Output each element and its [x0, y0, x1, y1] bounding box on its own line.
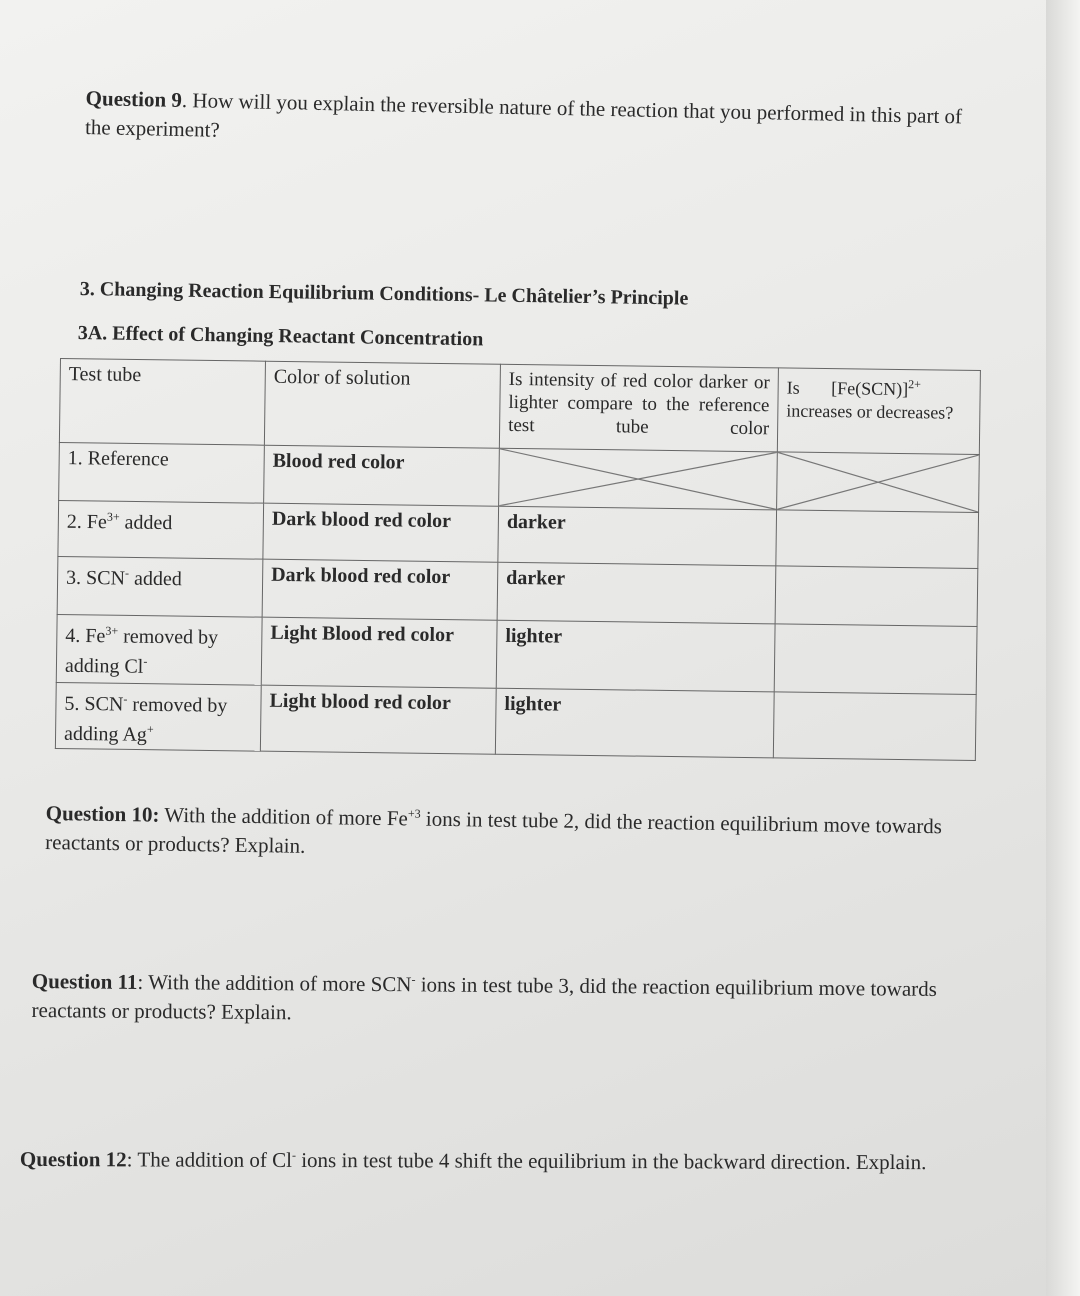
header-conc-species: [Fe(SCN)] [831, 378, 909, 400]
question-9 [85, 84, 976, 161]
cross-mark [777, 452, 979, 512]
row4-color: Light Blood red color [261, 617, 497, 688]
row1-intensity-crossed [499, 448, 778, 510]
subsection-heading: 3A. Effect of Changing Reactant Concentration [77, 322, 484, 351]
header-test-tube: Test tube [59, 359, 265, 446]
row2-intensity: darker [498, 506, 777, 566]
row1-tube: 1. Reference [59, 442, 265, 503]
header-intensity: Is intensity of red color darker or lighter compare to the reference test tube color [499, 364, 778, 452]
data-table [55, 358, 981, 761]
row2-color: Dark blood red color [263, 503, 499, 562]
question-10: Question 10: With the addition of more $Fe^{+3}$ ions in test tube 2, did the reaction equilibrium move towards reactants or products? Explain. [45, 800, 943, 858]
data-table-wrapper [55, 358, 980, 761]
header-conc-charge: 2+ [908, 377, 922, 392]
row2-tube: 2. $Fe^{3+}$ added [58, 500, 264, 559]
row3-intensity: darker [497, 562, 776, 624]
cross-mark [499, 449, 777, 510]
row1-concentration-crossed [777, 452, 980, 513]
question-9-label: Question 9 [85, 85, 183, 113]
header-conc-is: Is [786, 377, 800, 398]
question-10-label: Question 10: [45, 800, 160, 827]
row3-color: Dark blood red color [262, 559, 498, 620]
row5-intensity: lighter [495, 688, 774, 758]
table-row [55, 682, 976, 760]
table-header-row [59, 359, 980, 455]
header-concentration [777, 368, 980, 455]
row4-intensity: lighter [496, 620, 775, 692]
header-color: Color of solution [264, 361, 500, 448]
row5-concentration[interactable] [773, 692, 976, 761]
row4-concentration[interactable] [774, 624, 977, 695]
section-heading: 3. Changing Reaction Equilibrium Conditions- Le Châtelier’s Principle [79, 278, 689, 310]
header-conc-rest: increases or decreases? [786, 400, 954, 423]
row4-tube: 4. $Fe^{3+}$ removed by adding Cl- [56, 614, 262, 685]
row5-color: Light blood red color [260, 685, 496, 754]
table-row [56, 614, 977, 694]
question-12-label: Question 12 [19, 1147, 127, 1172]
row1-color: Blood red color [264, 445, 500, 506]
question-11-label: Question 11 [31, 968, 138, 994]
page-edge [1046, 0, 1080, 1296]
question-11: Question 11: With the addition of more SCN- ions in test tube 3, did the reaction equilibrium move towards reactants or products? Explain. [31, 968, 937, 1025]
question-12: Question 12: The addition of Cl- ions in test tube 4 shift the equilibrium in the backward direction. Explain. [19, 1147, 927, 1175]
question-9-text: . How will you explain the reversible nature of the reaction that you performed in this part of the experiment? [84, 88, 963, 142]
row5-tube: 5. SCN- removed by adding Ag+ [55, 682, 261, 751]
row3-concentration[interactable] [775, 566, 978, 627]
row2-concentration[interactable] [776, 510, 979, 569]
row3-tube: 3. SCN- added [57, 556, 263, 617]
